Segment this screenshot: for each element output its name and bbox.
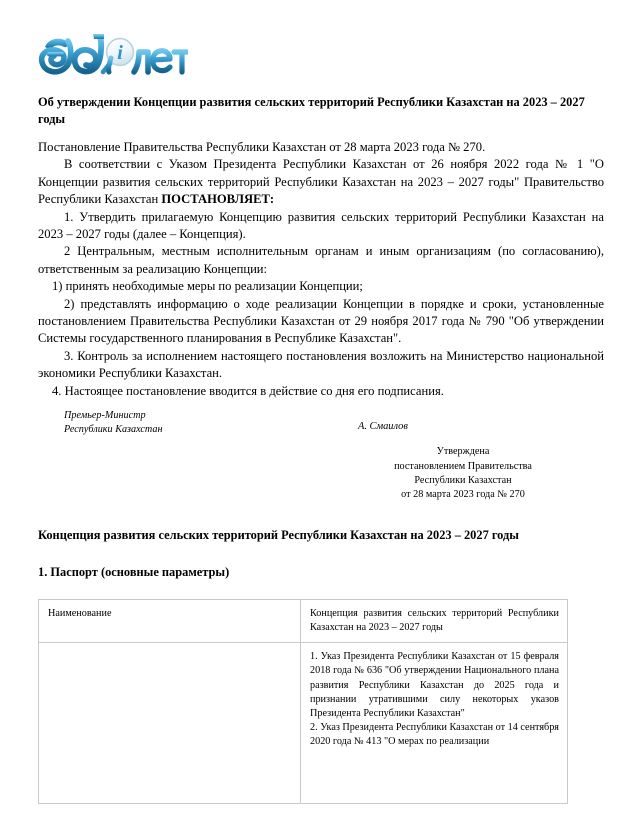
- adilet-logo-icon: [38, 28, 188, 80]
- table-cell-value-item-2: 2. Указ Президента Республики Казахстан от 14 сентября 2020 года № 413 "О мерах по реализации: [310, 722, 559, 748]
- concept-title: Концепция развития сельских территорий Республики Казахстан на 2023 – 2027 годы: [38, 527, 519, 542]
- clause-3: 3. Контроль за исполнением настоящего постановления возложить на Министерство национальной экономики Республики Казахстан.: [38, 348, 604, 381]
- clause-2-sub-1: 1) принять необходимые меры по реализации Концепции;: [52, 279, 363, 294]
- approval-line-2: постановлением Правительства: [394, 460, 532, 472]
- clause-1: 1. Утвердить прилагаемую Концепцию развития сельских территорий Республики Казахстан на 2023 – 2027 годы (далее – Концепция).: [38, 209, 604, 242]
- logo-letter-e: [153, 51, 170, 71]
- approval-block: [338, 445, 588, 503]
- approval-line-1: Утверждена: [436, 446, 490, 458]
- clause-2: 2 Центральным, местным исполнительным органам и иным организациям (по согласованию), ответственным за реализацию Концепции:: [38, 244, 604, 276]
- clause-4: 4. Настоящее постановление вводится в действие со дня его подписания.: [52, 383, 444, 398]
- page-title: Об утверждении Концепции развития сельских территорий Республики Казахстан на 2023 – 2027 годы: [38, 95, 585, 126]
- approval-line-3: Республики Казахстан: [414, 474, 512, 486]
- table-cell-value: [301, 643, 568, 804]
- preamble-emphasis: ПОСТАНОВЛЯЕТ:: [161, 192, 275, 207]
- document-reference: Постановление Правительства Республики Казахстан от 28 марта 2023 года № 270.: [38, 140, 486, 154]
- logo-letter-l: [134, 52, 148, 72]
- signatory-position: [64, 409, 163, 437]
- approval-line-4: от 28 марта 2023 года № 270: [401, 489, 525, 501]
- passport-table: [38, 599, 568, 804]
- signatory-position-line2: Республики Казахстан: [64, 424, 163, 436]
- logo-letter-t: [174, 52, 188, 72]
- table-cell-name: Наименование: [39, 599, 301, 642]
- logo-letter-a: [42, 39, 71, 72]
- site-logo[interactable]: [38, 28, 604, 80]
- table-cell-value: Концепция развития сельских территорий Республики Казахстан на 2023 – 2027 годы: [301, 599, 568, 642]
- passport-heading: 1. Паспорт (основные параметры): [38, 564, 230, 579]
- table-row: [39, 599, 568, 642]
- table-cell-value-item-1: 1. Указ Президента Республики Казахстан от 15 февраля 2018 года № 636 "Об утверждении Национального плана развития Республики Казахстан до 2025 года и признании утратившими силу некоторых указов Президента Республики Казахстан": [310, 651, 559, 719]
- preamble-text: В соответствии с Указом Президента Республики Казахстан от 26 ноября 2022 года № 1 "О Концепции развития сельских территорий Республики Казахстан на 2023 – 2027 годы" Правительство Республики Казахстан: [38, 157, 604, 207]
- signature-block: [38, 409, 604, 439]
- document-preamble: [38, 156, 604, 208]
- document-content: [38, 0, 604, 804]
- signatory-position-line1: Премьер-Министр: [64, 410, 146, 422]
- svg-text:i: i: [117, 42, 123, 64]
- table-row: [39, 643, 568, 804]
- clause-2-sub-2: 2) представлять информацию о ходе реализации Концепции в порядке и сроки, установленные постановлением Правительства Республики Казахстан от 29 ноября 2017 года № 790 "Об утверждении Системы государственного планирования в Республике Казахстан".: [38, 296, 604, 346]
- table-cell-name: [39, 643, 301, 804]
- logo-letter-d: [75, 34, 104, 71]
- signatory-name: А. Смаилов: [358, 421, 408, 433]
